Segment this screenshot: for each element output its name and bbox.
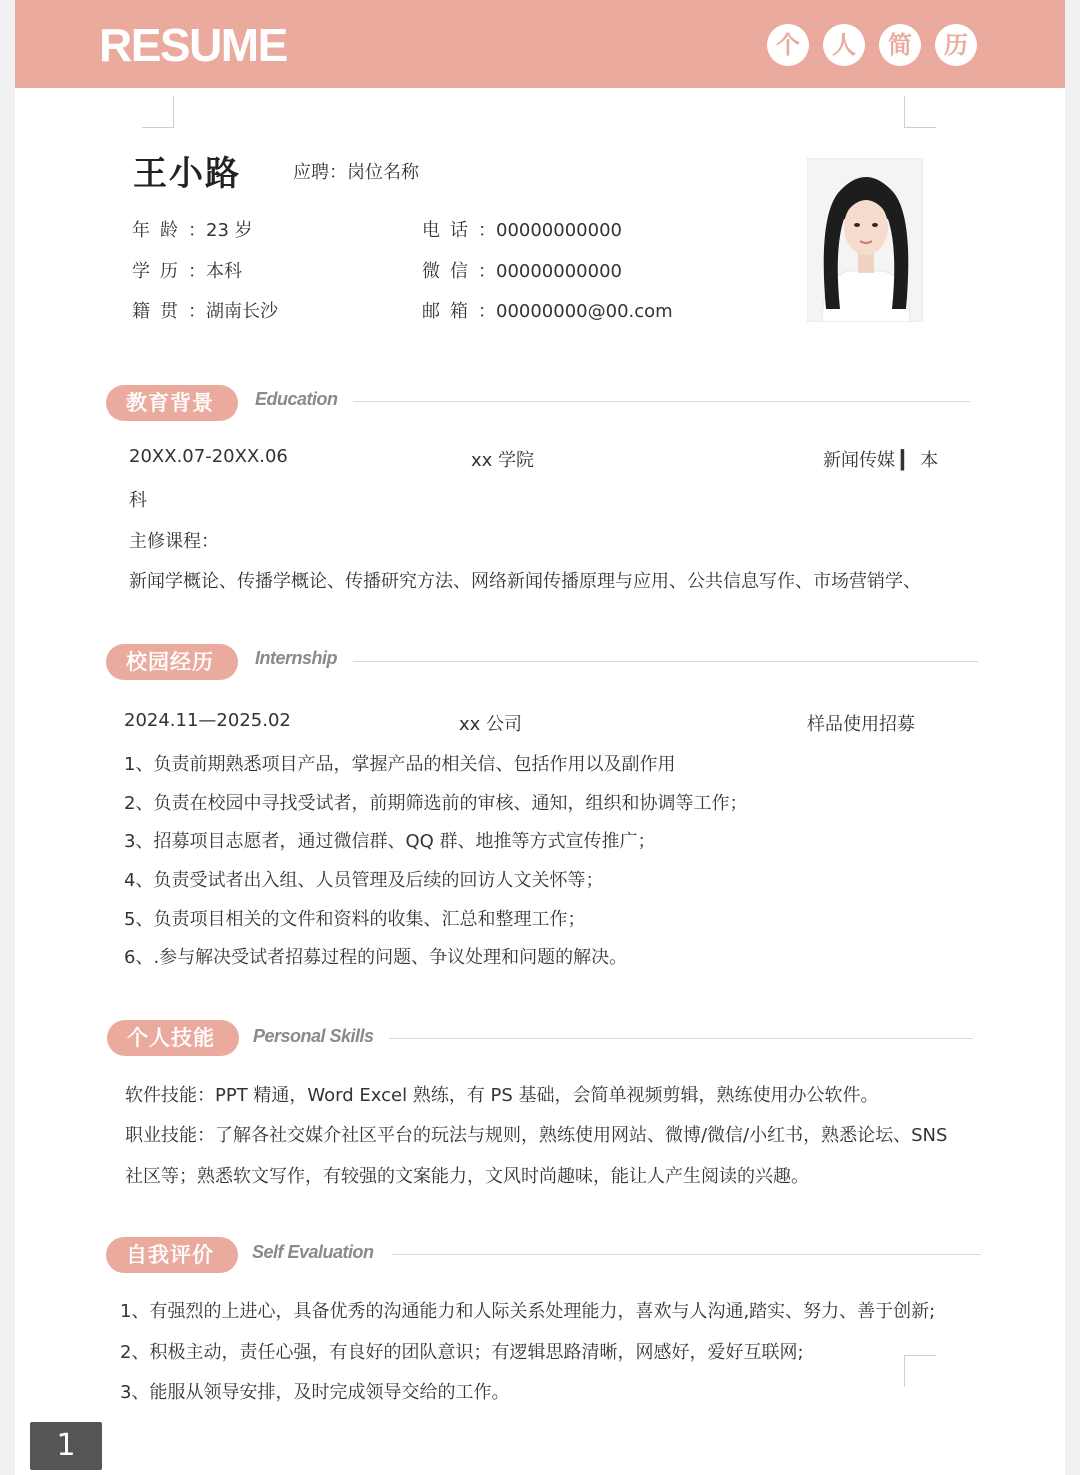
campus-item: 2、负责在校园中寻找受试者，前期筛选前的审核、通知，组织和协调等工作； (124, 793, 748, 814)
info-education-key: 学历 (132, 261, 188, 282)
info-email-value: ：00000000@00.com (478, 301, 673, 322)
self-eval-item: 1、有强烈的上进心，具备优秀的沟通能力和人际关系处理能力，喜欢与人沟通,踏实、努力、善于创新; (120, 1301, 936, 1322)
skills-divider (389, 1038, 973, 1039)
skills-line: 职业技能：了解各社交媒介社区平台的玩法与规则，熟练使用网站、微博/微信/小红书，熟悉论坛、SNS (125, 1125, 948, 1146)
info-email (422, 297, 673, 323)
banner-circle-1: 个 (767, 24, 809, 66)
info-phone (422, 216, 622, 242)
education-period: 20XX.07-20XX.06 (129, 446, 288, 467)
corner-mark-top-left (142, 96, 174, 128)
education-degree-wrap: 科 (129, 490, 147, 511)
campus-role: 样品使用招募 (807, 714, 915, 735)
info-wechat-value: ：00000000000 (478, 261, 622, 282)
skills-section-subtitle: Personal Skills (253, 1026, 374, 1046)
education-divider (353, 401, 970, 402)
info-age (132, 216, 253, 242)
self-eval-section-subtitle: Self Evaluation (252, 1242, 374, 1262)
info-wechat (422, 257, 622, 283)
candidate-name: 王小路 (133, 154, 241, 194)
profile-photo (807, 158, 923, 322)
campus-company: xx 公司 (459, 714, 523, 735)
education-courses: 新闻学概论、传播学概论、传播研究方法、网络新闻传播原理与应用、公共信息写作、市场营销学、 (129, 571, 921, 592)
education-section-title: 教育背景 (106, 385, 238, 421)
campus-period: 2024.11—2025.02 (124, 710, 291, 731)
info-email-key: 邮箱 (422, 301, 478, 322)
corner-mark-bottom-right (904, 1355, 936, 1387)
banner-circle-4: 历 (935, 24, 977, 66)
campus-section-title: 校园经历 (106, 644, 238, 680)
self-eval-item: 3、能服从领导安排，及时完成领导交给的工作。 (120, 1382, 510, 1403)
self-eval-section-title: 自我评价 (106, 1237, 238, 1273)
info-hometown-value: ：湖南长沙 (188, 301, 278, 322)
portrait-illustration (808, 159, 923, 322)
self-eval-item: 2、积极主动，责任心强，有良好的团队意识；有逻辑思路清晰，网感好，爱好互联网; (120, 1342, 804, 1363)
resume-page (15, 0, 1065, 1475)
corner-mark-top-right (904, 96, 936, 128)
banner-circle-2: 人 (823, 24, 865, 66)
education-courses-label: 主修课程： (129, 531, 219, 552)
education-school: xx 学院 (471, 450, 535, 471)
info-education (132, 257, 242, 283)
info-education-value: ：本科 (188, 261, 242, 282)
campus-divider (353, 661, 978, 662)
info-age-value: ：23 岁 (188, 220, 253, 241)
skills-line: 社区等；熟悉软文写作，有较强的文案能力，文风时尚趣味，能让人产生阅读的兴趣。 (125, 1166, 809, 1187)
page-number-indicator[interactable]: 1 (30, 1422, 102, 1470)
resume-banner (15, 0, 1065, 88)
skills-section-title: 个人技能 (107, 1020, 239, 1056)
campus-item: 3、招募项目志愿者，通过微信群、QQ 群、地推等方式宣传推广； (124, 831, 656, 852)
info-wechat-key: 微信 (422, 261, 478, 282)
info-phone-value: ：00000000000 (478, 220, 622, 241)
info-age-key: 年龄 (132, 220, 188, 241)
campus-item: 4、负责受试者出入组、人员管理及后续的回访人文关怀等； (124, 870, 604, 891)
campus-item: 5、负责项目相关的文件和资料的收集、汇总和整理工作； (124, 909, 586, 930)
applied-position: 应聘：岗位名称 (293, 162, 419, 183)
campus-item: 1、负责前期熟悉项目产品，掌握产品的相关信、包括作用以及副作用 (124, 754, 676, 775)
campus-section-subtitle: Internship (255, 648, 338, 668)
banner-circle-3: 简 (879, 24, 921, 66)
info-hometown (132, 297, 278, 323)
self-eval-divider (392, 1254, 981, 1255)
info-hometown-key: 籍贯 (132, 301, 188, 322)
campus-item: 6、.参与解决受试者招募过程的问题、争议处理和问题的解决。 (124, 947, 628, 968)
resume-title: RESUME (99, 19, 287, 71)
info-phone-key: 电话 (422, 220, 478, 241)
skills-line: 软件技能：PPT 精通，Word Excel 熟练，有 PS 基础，会简单视频剪辑，熟练使用办公软件。 (125, 1085, 879, 1106)
education-section-subtitle: Education (255, 389, 338, 409)
education-major: 新闻传媒 ▎ 本 (823, 450, 939, 471)
